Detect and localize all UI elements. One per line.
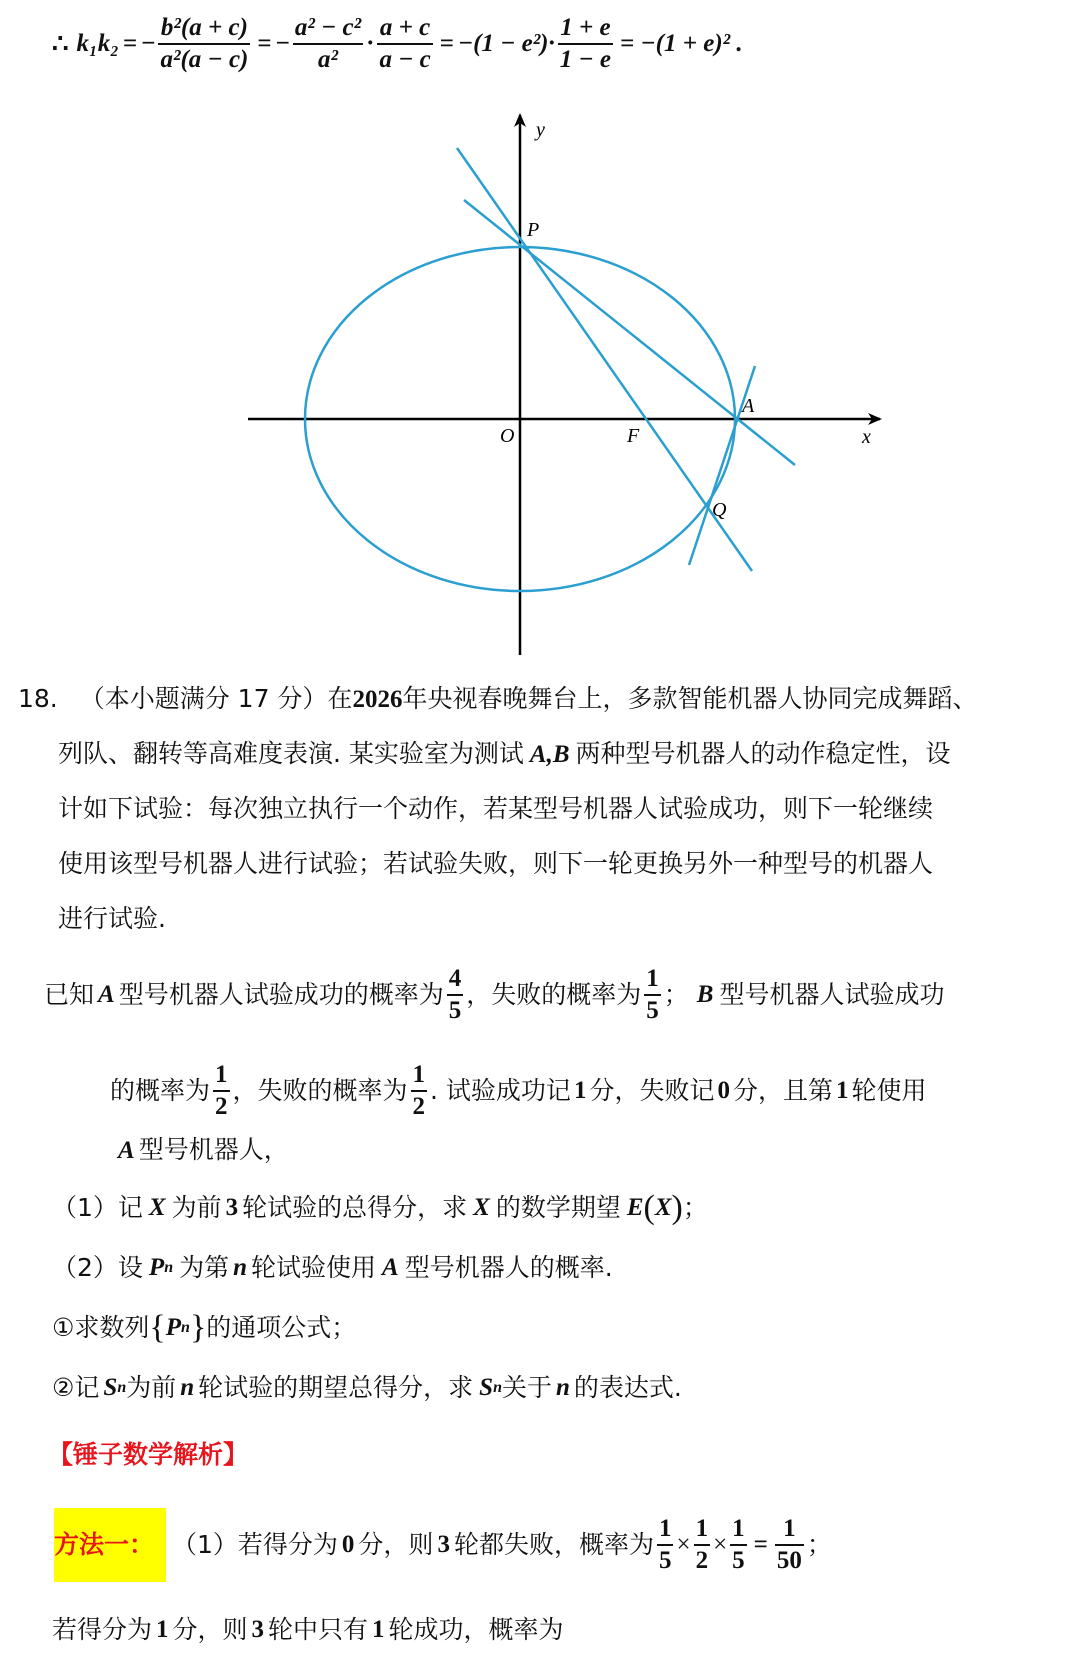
problem-text: 的通项公式； — [206, 1313, 357, 1342]
fraction-denominator: 2 — [215, 1093, 228, 1120]
fraction-denominator: 5 — [646, 997, 659, 1024]
equals-sign: = — [439, 30, 454, 57]
number-zero: 0 — [341, 1531, 355, 1558]
solution-text: 若得分为 — [52, 1615, 153, 1644]
problem-line-2 — [58, 736, 951, 773]
problem-text: 轮使用 — [851, 1076, 927, 1105]
problem-text: 为前 — [171, 1193, 222, 1222]
fraction-1-2 — [213, 1060, 230, 1122]
problem-text: 年央视春晚舞台上，多款智能机器人协同完成舞蹈、 — [402, 684, 978, 713]
close-paren: ) — [671, 1189, 683, 1226]
sub-question-1 — [52, 1310, 356, 1346]
fraction-numerator: b²(a + c) — [158, 13, 250, 45]
number-zero: 0 — [717, 1077, 730, 1104]
problem-line-1 — [18, 681, 977, 718]
axis-label-y: y — [536, 119, 545, 141]
subscript-n: n — [117, 1379, 127, 1396]
math-n: n — [233, 1254, 248, 1281]
math-X: X — [473, 1194, 490, 1221]
fraction-1-2 — [694, 1514, 711, 1576]
math-S: S — [479, 1374, 494, 1401]
equals-sign: = — [122, 30, 138, 57]
open-brace: { — [149, 1309, 166, 1346]
fraction-denominator: a² — [318, 46, 338, 73]
problem-text: 分，且第 — [732, 1076, 833, 1105]
question-1 — [52, 1190, 708, 1226]
math-n: n — [556, 1374, 570, 1401]
problem-text: 分，失败记 — [589, 1076, 715, 1105]
fraction-denominator: 2 — [412, 1093, 426, 1120]
problem-text: 轮试验使用 — [251, 1253, 377, 1282]
solution-text: 分，则 — [358, 1530, 434, 1559]
sub-question-2 — [52, 1370, 682, 1406]
problem-line-4: 使用该型号机器人进行试验；若试验失败，则下一轮更换另外一种型号的机器人 — [58, 849, 934, 878]
problem-text: 的概率为 — [110, 1076, 211, 1105]
ellipse-figure — [0, 0, 1080, 660]
equals-sign: = — [257, 30, 272, 57]
equals-sign: = — [753, 1531, 768, 1558]
dot-operator: · — [366, 30, 375, 57]
fraction-denominator: 5 — [732, 1547, 745, 1574]
fraction-numerator: 1 — [213, 1060, 230, 1092]
problem-text: 两种型号机器人的动作稳定性，设 — [575, 739, 951, 768]
fraction-numerator: 4 — [447, 964, 464, 996]
fraction-1-2 — [411, 1060, 428, 1122]
math-A: A — [118, 1137, 135, 1164]
math-E: E — [626, 1194, 644, 1221]
math-X: X — [654, 1194, 672, 1221]
fraction-numerator: 1 — [775, 1514, 804, 1546]
math-P: P — [148, 1254, 165, 1281]
point-label-O: O — [500, 425, 515, 447]
problem-text: 的表达式. — [573, 1373, 682, 1402]
problem-text: （2）设 — [52, 1253, 143, 1282]
problem-text: ； — [682, 1193, 708, 1222]
fraction-numerator: 1 — [694, 1514, 711, 1546]
math-X: X — [148, 1194, 166, 1221]
therefore-symbol: ∴ — [52, 29, 69, 58]
math-P: P — [165, 1314, 182, 1341]
k1k2: k₁k₂ — [76, 30, 119, 57]
problem-text: （1）记 — [52, 1193, 143, 1222]
fraction-denominator: 1 − e — [559, 46, 612, 73]
solution-text: ； — [806, 1530, 832, 1559]
fraction-numerator: a² − c² — [293, 13, 363, 45]
problem-text: ； — [663, 980, 689, 1009]
point-label-P: P — [527, 219, 540, 241]
method-label: 方法一： — [54, 1530, 155, 1559]
fraction-denominator: 50 — [776, 1547, 802, 1574]
minus-sign: − — [141, 30, 156, 57]
fraction-1-50 — [775, 1514, 804, 1576]
problem-line-3: 计如下试验：每次独立执行一个动作，若某型号机器人试验成功，则下一轮继续 — [58, 794, 934, 823]
math-B: B — [696, 981, 714, 1008]
fraction-1-5 — [644, 964, 661, 1026]
problem-text: 型号机器人试验成功的概率为 — [118, 980, 444, 1009]
problem-text: ，失败的概率为 — [232, 1076, 408, 1105]
subscript-n: n — [493, 1379, 502, 1396]
fraction-numerator: 1 — [644, 964, 661, 996]
math-n: n — [180, 1374, 195, 1401]
problem-text: ②记 — [52, 1373, 100, 1402]
math-AB: A,B — [529, 741, 570, 768]
formula-part-5: = −(1 + e)² . — [620, 30, 743, 57]
problem-text: 型号机器人， — [138, 1135, 289, 1164]
number-one: 1 — [835, 1077, 849, 1104]
problem-line-8 — [118, 1132, 289, 1169]
solution-line-1 — [172, 1510, 832, 1580]
solution-text: 轮成功，概率为 — [388, 1615, 564, 1644]
math-A: A — [98, 981, 115, 1008]
point-label-A: A — [742, 395, 755, 417]
number-one: 1 — [156, 1616, 169, 1643]
math-A: A — [382, 1254, 399, 1281]
problem-text: 为第 — [179, 1253, 230, 1282]
fraction-denominator: a²(a − c) — [160, 46, 249, 73]
fraction-numerator: 1 — [411, 1060, 428, 1092]
number-three: 3 — [251, 1616, 265, 1643]
problem-text: . 试验成功记 — [430, 1076, 571, 1105]
open-paren: ( — [643, 1189, 655, 1226]
problem-text: （本小题满分 17 分）在 — [79, 684, 353, 713]
problem-text: 关于 — [501, 1373, 552, 1402]
axis-label-x: x — [862, 426, 871, 448]
number-three: 3 — [225, 1194, 239, 1221]
solution-text: 轮中只有 — [268, 1615, 369, 1644]
solution-text: 轮都失败，概率为 — [453, 1530, 654, 1559]
problem-text: ，失败的概率为 — [466, 980, 642, 1009]
problem-line-7 — [110, 1060, 926, 1122]
problem-text: 已知 — [44, 980, 95, 1009]
formula-part-4: −(1 − e²)· — [457, 30, 555, 57]
fraction-denominator: 5 — [448, 997, 462, 1024]
problem-text: 型号机器人的概率. — [404, 1253, 613, 1282]
fraction-numerator: 1 + e — [558, 13, 613, 45]
point-label-F: F — [627, 425, 640, 447]
problem-text: 轮试验的总得分，求 — [242, 1193, 468, 1222]
year-number: 2026 — [352, 686, 403, 713]
subscript-n: n — [181, 1319, 190, 1336]
fraction-denominator: a − c — [379, 46, 431, 73]
problem-text: 列队、翻转等高难度表演. 某实验室为测试 — [58, 739, 524, 768]
number-three: 3 — [437, 1531, 450, 1558]
close-brace: } — [189, 1309, 207, 1346]
problem-number: 18. — [18, 684, 58, 713]
solution-text: 分，则 — [172, 1615, 248, 1644]
times-sign: × — [676, 1531, 691, 1558]
fraction-denominator: 5 — [658, 1547, 672, 1574]
fraction-denominator: 2 — [695, 1547, 709, 1574]
subscript-n: n — [164, 1259, 174, 1276]
problem-text: 型号机器人试验成功 — [719, 980, 945, 1009]
solution-text: （1）若得分为 — [172, 1530, 338, 1559]
fraction-numerator: a + c — [377, 13, 432, 45]
fraction-1-5 — [657, 1514, 674, 1576]
question-2 — [52, 1250, 613, 1286]
minus-sign: − — [275, 30, 290, 57]
fraction-4-5 — [447, 964, 464, 1026]
problem-line-6 — [44, 964, 944, 1026]
times-sign: × — [713, 1531, 728, 1558]
fraction-numerator: 1 — [657, 1514, 674, 1546]
number-one: 1 — [372, 1616, 385, 1643]
fraction-numerator: 1 — [730, 1514, 747, 1546]
math-S: S — [103, 1374, 118, 1401]
problem-line-5: 进行试验. — [58, 904, 166, 933]
problem-text: 为前 — [126, 1373, 177, 1402]
solution-line-2 — [52, 1612, 564, 1648]
problem-text: 轮试验的期望总得分，求 — [198, 1373, 474, 1402]
problem-text: ①求数列 — [52, 1313, 150, 1342]
number-one: 1 — [573, 1077, 587, 1104]
solution-heading: 【锤子数学解析】 — [48, 1440, 249, 1469]
fraction-1-5 — [730, 1514, 747, 1576]
problem-text: 的数学期望 — [495, 1193, 621, 1222]
point-label-Q: Q — [712, 499, 727, 521]
